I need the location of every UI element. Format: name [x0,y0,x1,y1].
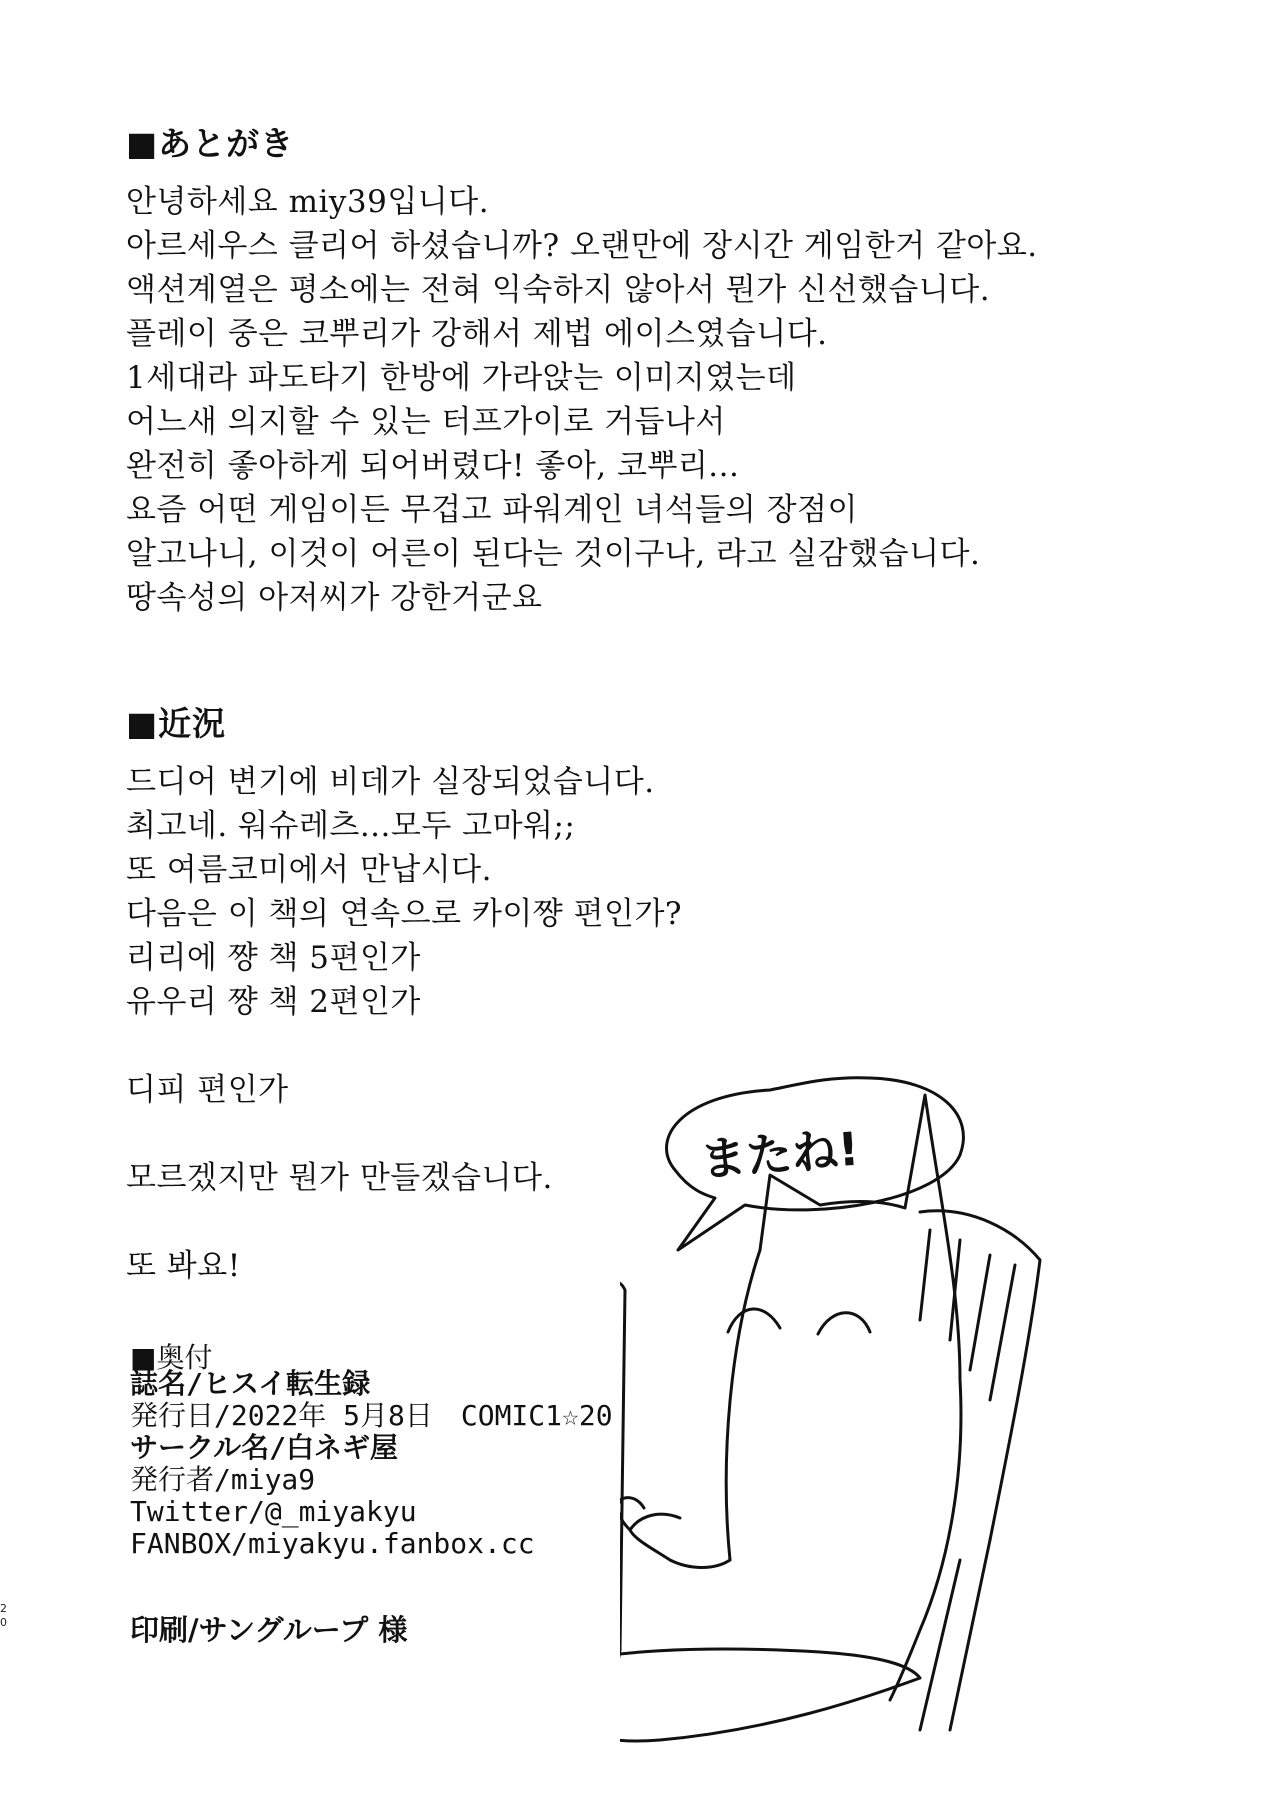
colophon-circle: サークル名/白ネギ屋 [130,1431,399,1464]
recent-line: 디피 편인가 [126,1072,289,1108]
recent-line: 모르겠지만 뭔가 만들겠습니다. [126,1160,553,1196]
recent-line: 또 여름코미에서 만납시다. [126,852,492,888]
colophon-publisher: 発行者/miya9 [130,1463,316,1496]
cat-eye-left [728,1309,780,1332]
recent-line: 또 봐요! [126,1248,241,1284]
colophon-fanbox: FANBOX/miyakyu.fanbox.cc [130,1527,535,1560]
colophon-title: 誌名/ヒスイ転生録 [130,1367,371,1400]
colophon-printer: 印刷/サングループ 様 [130,1613,408,1647]
afterword-line: 어느새 의지할 수 있는 터프가이로 거듭나서 [126,404,726,440]
recent-line: 리리에 쨩 책 5편인가 [126,940,421,976]
afterword-line: 액션계열은 평소에는 전혀 익숙하지 않아서 뭔가 신선했습니다. [126,272,991,308]
chair-leg [920,1540,990,1730]
afterword-text [126,180,1038,620]
chair-back [920,1211,1040,1540]
cat-arm [630,1514,730,1567]
colophon-heading: ■奥付 [130,1341,213,1374]
afterword-line: 요즘 어떤 게임이든 무겁고 파워계인 녀석들의 장점이 [126,492,858,528]
cat-writing-icon [620,1040,1060,1760]
afterword-heading: ■あとがき [126,124,295,163]
recent-line: 다음은 이 책의 연속으로 카이쨩 편인가? [126,896,683,932]
afterword-line: 1세대라 파도타기 한방에 가라앉는 이미지였는데 [126,360,797,396]
recent-text [126,760,682,1288]
paper-sheet [620,1649,920,1741]
cat-eye-right [818,1313,870,1334]
afterword-line: 완전히 좋아하게 되어버렸다! 좋아, 코뿌리... [126,448,740,484]
afterword-line: 플레이 중은 코뿌리가 강해서 제법 에이스였습니다. [126,316,828,352]
pen-icon [620,1283,625,1681]
blank-line [126,1200,682,1244]
colophon [130,1368,613,1560]
recent-heading: ■近況 [126,704,227,743]
afterword-line: 땅속성의 아저씨가 강한거군요 [126,580,543,616]
colophon-twitter: Twitter/@_miyakyu [130,1495,417,1528]
afterword-line: 아르세우스 클리어 하셨습니까? 오랜만에 장시간 게임한거 같아요. [126,228,1038,264]
recent-line: 유우리 쨩 책 2편인가 [126,984,421,1020]
recent-line: 최고네. 워슈레츠...모두 고마워;; [126,808,576,844]
blank-line [126,1024,682,1068]
speech-bubble-text: またね! [698,1121,861,1187]
recent-line: 드디어 변기에 비데가 실장되었습니다. [126,764,655,800]
afterword-line: 알고나니, 이것이 어른이 된다는 것이구나, 라고 실감했습니다. [126,536,981,572]
colophon-date: 発行日/2022年 5月8日 COMIC1☆20 [130,1399,613,1432]
blank-line [126,1112,682,1156]
afterword-line: 안녕하세요 miy39입니다. [126,184,490,220]
page-number: 20 [0,1602,7,1629]
